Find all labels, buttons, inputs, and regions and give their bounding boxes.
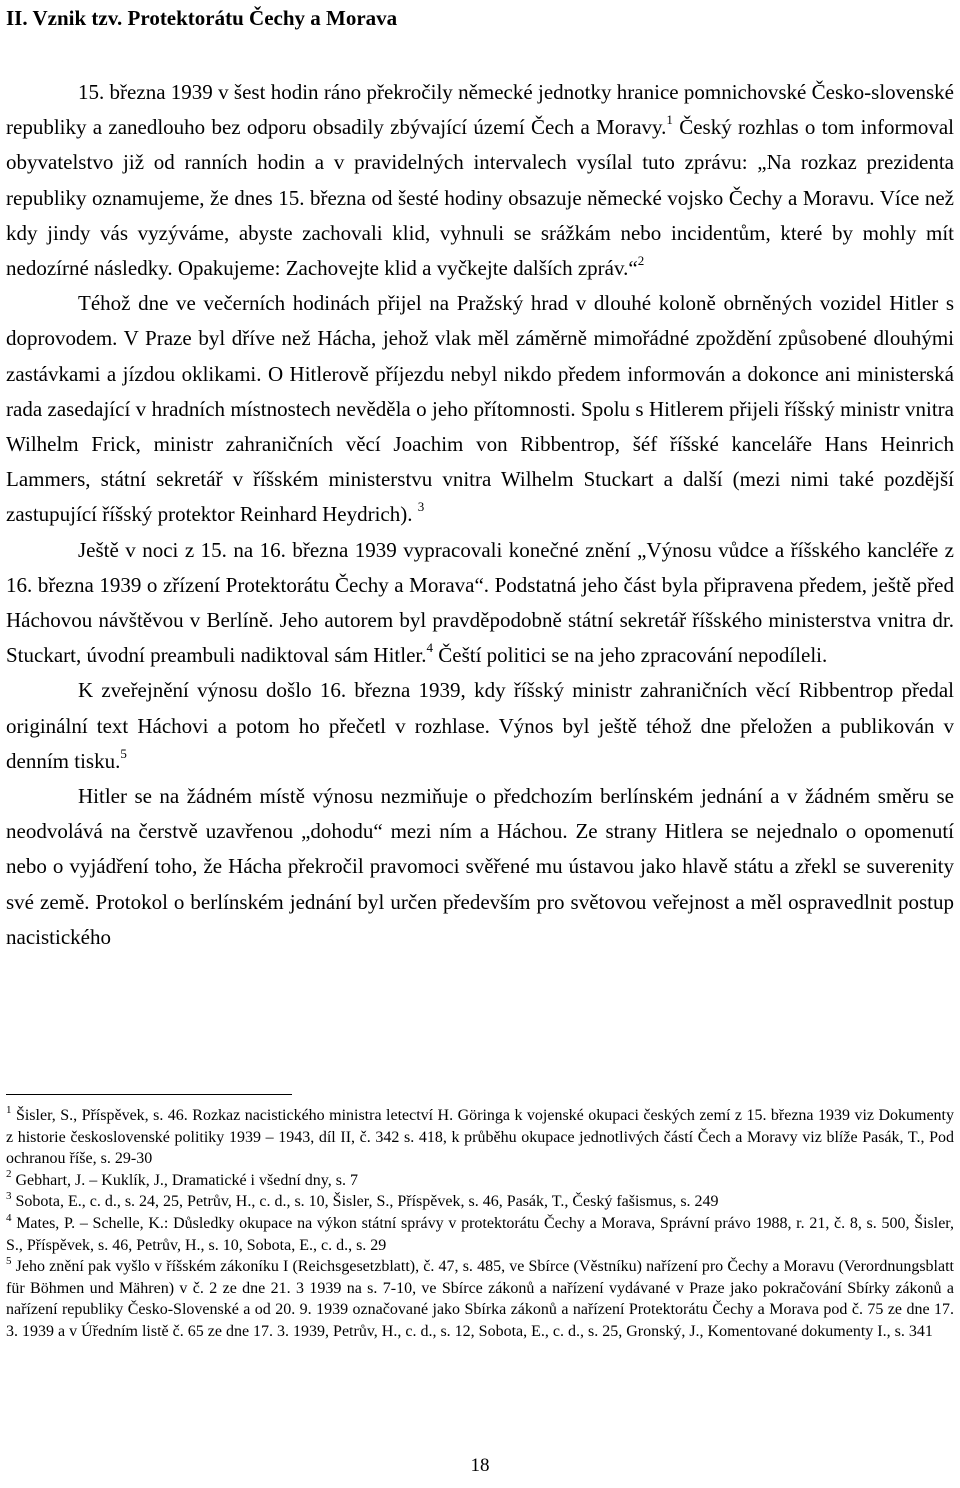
footnote-text: Jeho znění pak vyšlo v říšském zákoníku I (Reichsgesetzblatt), č. 47, s. 485, ve Sbírce (Věstníku) nařízení pro Čechy a Moravu (Verordnungsblatt für Böhmen und Mähren) v č. 2 ze dne 21. 3 1939 na s. 7-10, ve Sbírce zákonů a nařízení vydávané v Praze jako pokračování Sbírky zákonů a nařízení republiky Česko-Slovenské a od 20. 9. 1939 označované jako Sbírka zákonů a nařízení Protektorátu Čechy a Morava pod č. 75 ze dne 17. 3. 1939 a v Úředním listě č. 65 ze dne 17. 3. 1939, Petrův, H., c. d., s. 12, Sobota, E., c. d., s. 25, Gronský, J., Komentované dokumenty I., s. 341 [6, 1258, 954, 1340]
page-number: 18 [470, 1455, 490, 1476]
paragraph [6, 673, 954, 779]
footnote-number: 1 [6, 1103, 12, 1116]
footnote-text: Šisler, S., Příspěvek, s. 46. Rozkaz nacistického ministra letectví H. Göringa k vojenské okupaci českých zemí z 15. března 1939 viz Dokumenty z historie československé politiky 1939 – 1943, díl II, č. 342 s. 418, k průběhu okupace jednotlivých částí Čech a Moravy viz blíže Pasák, T., Pod ochranou říše, s. 29-30 [6, 1107, 954, 1168]
paragraph [6, 533, 954, 674]
footnote [6, 1170, 954, 1192]
footnote-number: 2 [6, 1168, 12, 1181]
footnote-text: Gebhart, J. – Kuklík, J., Dramatické i všední dny, s. 7 [11, 1171, 358, 1189]
footnote [6, 1191, 954, 1213]
chapter-heading: II. Vznik tzv. Protektorátu Čechy a Morava [6, 6, 398, 30]
paragraph-text: Český rozhlas o tom informoval obyvatelstvo již od ranních hodin a v pravidelných intervalech vysílal tuto zprávu: „Na rozkaz prezidenta republiky oznamujeme, že dnes 15. března od šesté hodiny obsazuje německé vojsko Čechy a Moravu. Více než kdy jindy vás vyzýváme, abyste zachovali klid, vyhnuli se srážkám nebo incidentům, které by mohly mít nedozírné následky. Opakujeme: Zachovejte klid a vyčkejte dalších zpráv.“ [6, 115, 954, 281]
body-text [6, 75, 954, 955]
footnotes [6, 1105, 954, 1343]
paragraph-text: 15. března 1939 v šest hodin ráno překročily německé jednotky hranice pomnichovské Česko-slovenské republiky a zanedlouho bez odporu obsadily zbývající území Čech a Moravy. [6, 80, 954, 140]
paragraph-text: Čeští politici se na jeho zpracování nepodíleli. [433, 643, 828, 668]
footnote-ref: 2 [637, 253, 645, 269]
footnote-ref: 4 [426, 640, 434, 656]
paragraph-text: Ještě v noci z 15. na 16. března 1939 vypracovali konečné znění „Výnosu vůdce a říšského kancléře z 16. března 1939 o zřízení Protektorátu Čechy a Morava“. Podstatná jeho část byla připravena předem, ještě před Háchovou návštěvou v Berlíně. Jeho autorem byl pravděpodobně státní sekretář říšského ministerstva vnitra dr. Stuckart, úvodní preambuli nadiktoval sám Hitler. [6, 537, 954, 668]
footnote [6, 1213, 954, 1256]
footnote-ref: 5 [120, 745, 127, 761]
footnote-text: Sobota, E., c. d., s. 24, 25, Petrův, H., c. d., s. 10, Šisler, S., Příspěvek, s. 46, Pasák, T., Český fašismus, s. 249 [11, 1193, 719, 1211]
paragraph [6, 286, 954, 532]
footnote-number: 4 [6, 1211, 12, 1224]
paragraph [6, 75, 954, 286]
footnote-ref: 1 [666, 112, 673, 128]
paragraph-text: K zveřejnění výnosu došlo 16. března 1939, kdy říšský ministr zahraničních věcí Ribbentrop předal originální text Háchovi a potom ho přečetl v rozhlase. Výnos byl ještě téhož dne přeložen a publikován v denním tisku. [6, 678, 954, 773]
footnote-ref: 3 [417, 499, 425, 515]
footnote-separator [6, 1094, 292, 1095]
footnote [6, 1256, 954, 1342]
paragraph [6, 779, 954, 955]
footnote-number: 5 [6, 1254, 12, 1267]
paragraph-text: Téhož dne ve večerních hodinách přijel na Pražský hrad v dlouhé koloně obrněných vozidel Hitler s doprovodem. V Praze byl dříve než Hácha, jehož vlak měl záměrně mimořádné zpoždění způsobené dlouhými zastávkami a jízdou oklikami. O Hitlerově příjezdu nebyl nikdo předem informován a dokonce ani ministerská rada zasedající v hradních místnostech nevěděla o jeho přítomnosti. Spolu s Hitlerem přijeli říšský ministr vnitra Wilhelm Frick, ministr zahraničních věcí Joachim von Ribbentrop, šéf říšské kanceláře Hans Heinrich Lammers, státní sekretář v říšském ministerstvu vnitra Wilhelm Stuckart a další (mezi nimi také pozdější zastupující říšský protektor Reinhard Heydrich). [6, 291, 954, 527]
paragraph-text: Hitler se na žádném místě výnosu nezmiňuje o předchozím berlínském jednání a v žádném směru se neodvolává na čerstvě uzavřenou „dohodu“ mezi ním a Háchou. Ze strany Hitlera se nejednalo o opomenutí nebo o vyjádření toho, že Hácha překročil pravomoci svěřené mu ústavou jako hlavě státu a zřekl se suverenity své země. Protokol o berlínském jednání byl určen především pro světovou veřejnost a měl ospravedlnit postup nacistického [6, 784, 954, 949]
footnote [6, 1105, 954, 1170]
footnote-text: Mates, P. – Schelle, K.: Důsledky okupace na výkon státní správy v protektorátu Čechy a Morava, Správní právo 1988, r. 21, č. 8, s. 500, Šisler, S., Příspěvek, s. 46, Petrův, H., s. 10, Sobota, E., c. d., s. 29 [6, 1214, 954, 1254]
footnote-number: 3 [6, 1190, 12, 1203]
